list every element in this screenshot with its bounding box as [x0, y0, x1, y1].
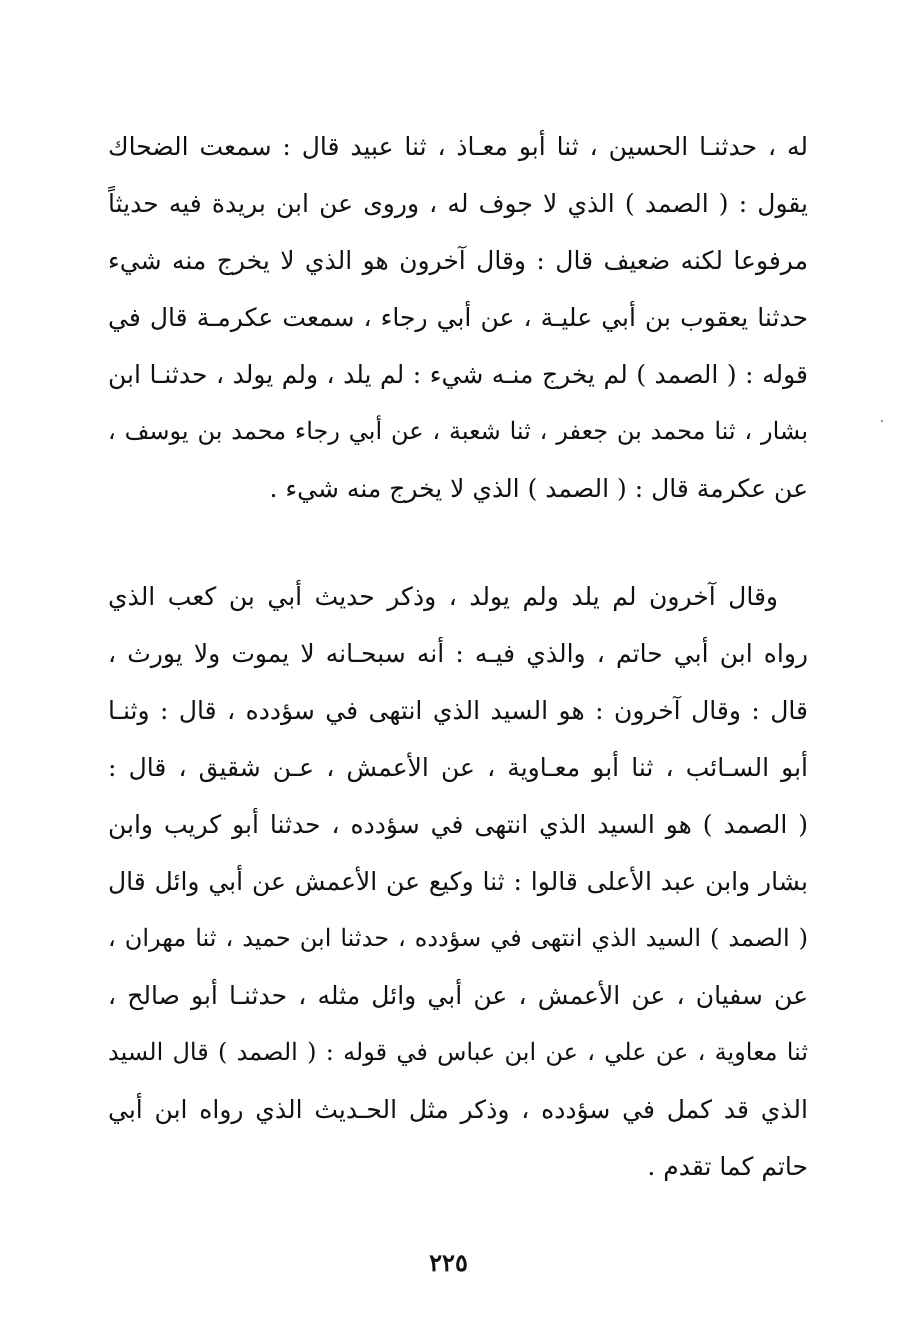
text-line: حدثنا يعقوب بن أبي عليـة ، عن أبي رجاء ، سمعت عكرمـة قال في: [108, 303, 808, 332]
text-line: رواه ابن أبي حاتم ، والذي فيـه : أنه سبحـانه لا يموت ولا يورث ،: [108, 639, 808, 668]
text-line: قال : وقال آخرون : هو السيد الذي انتهى في سؤدده ، قال : وثنـا: [108, 696, 808, 725]
text-line: أبو السـائب ، ثنا أبو معـاوية ، عن الأعمش ، عـن شقيق ، قال :: [108, 753, 808, 782]
text-line: عن سفيان ، عن الأعمش ، عن أبي وائل مثله ، حدثنـا أبو صالح ،: [108, 981, 808, 1010]
text-line: حاتم كما تقدم .: [647, 1152, 808, 1181]
text-line: الذي قد كمل في سؤدده ، وذكر مثل الحـديث الذي رواه ابن أبي: [108, 1095, 808, 1124]
text-line: ثنا معاوية ، عن علي ، عن ابن عباس في قوله : ( الصمد ) قال السيد: [108, 1038, 808, 1066]
text-line: يقول : ( الصمد ) الذي لا جوف له ، وروى عن ابن بريدة فيه حديثاً: [108, 189, 808, 218]
text-line: مرفوعا لكنه ضعيف قال : وقال آخرون هو الذي لا يخرج منه شيء: [108, 246, 808, 275]
scan-speck: [881, 420, 883, 422]
text-line: بشار وابن عبد الأعلى قالوا : ثنا وكيع عن الأعمش عن أبي وائل قال: [108, 867, 808, 896]
text-line: وقال آخرون لم يلد ولم يولد ، وذكر حديث أبي بن كعب الذي: [108, 582, 778, 611]
text-line: ( الصمد ) هو السيد الذي انتهى في سؤدده ، حدثنا أبو كريب وابن: [108, 810, 808, 839]
text-line: ( الصمد ) السيد الذي انتهى في سؤدده ، حدثنا ابن حميد ، ثنا مهران ،: [108, 924, 808, 952]
text-line: قوله : ( الصمد ) لم يخرج منـه شيء : لم يلد ، ولم يولد ، حدثنـا ابن: [108, 360, 808, 389]
text-line: له ، حدثنـا الحسين ، ثنا أبو معـاذ ، ثنا عبيد قال : سمعت الضحاك: [108, 132, 808, 161]
text-line: عن عكرمة قال : ( الصمد ) الذي لا يخرج منه شيء .: [269, 474, 808, 503]
paragraph-2: [108, 568, 808, 1195]
paragraph-1: [108, 118, 808, 517]
text-line: بشار ، ثنا محمد بن جعفر ، ثنا شعبة ، عن أبي رجاء محمد بن يوسف ،: [108, 417, 808, 445]
page-number: ٢٢٥: [429, 1248, 468, 1277]
